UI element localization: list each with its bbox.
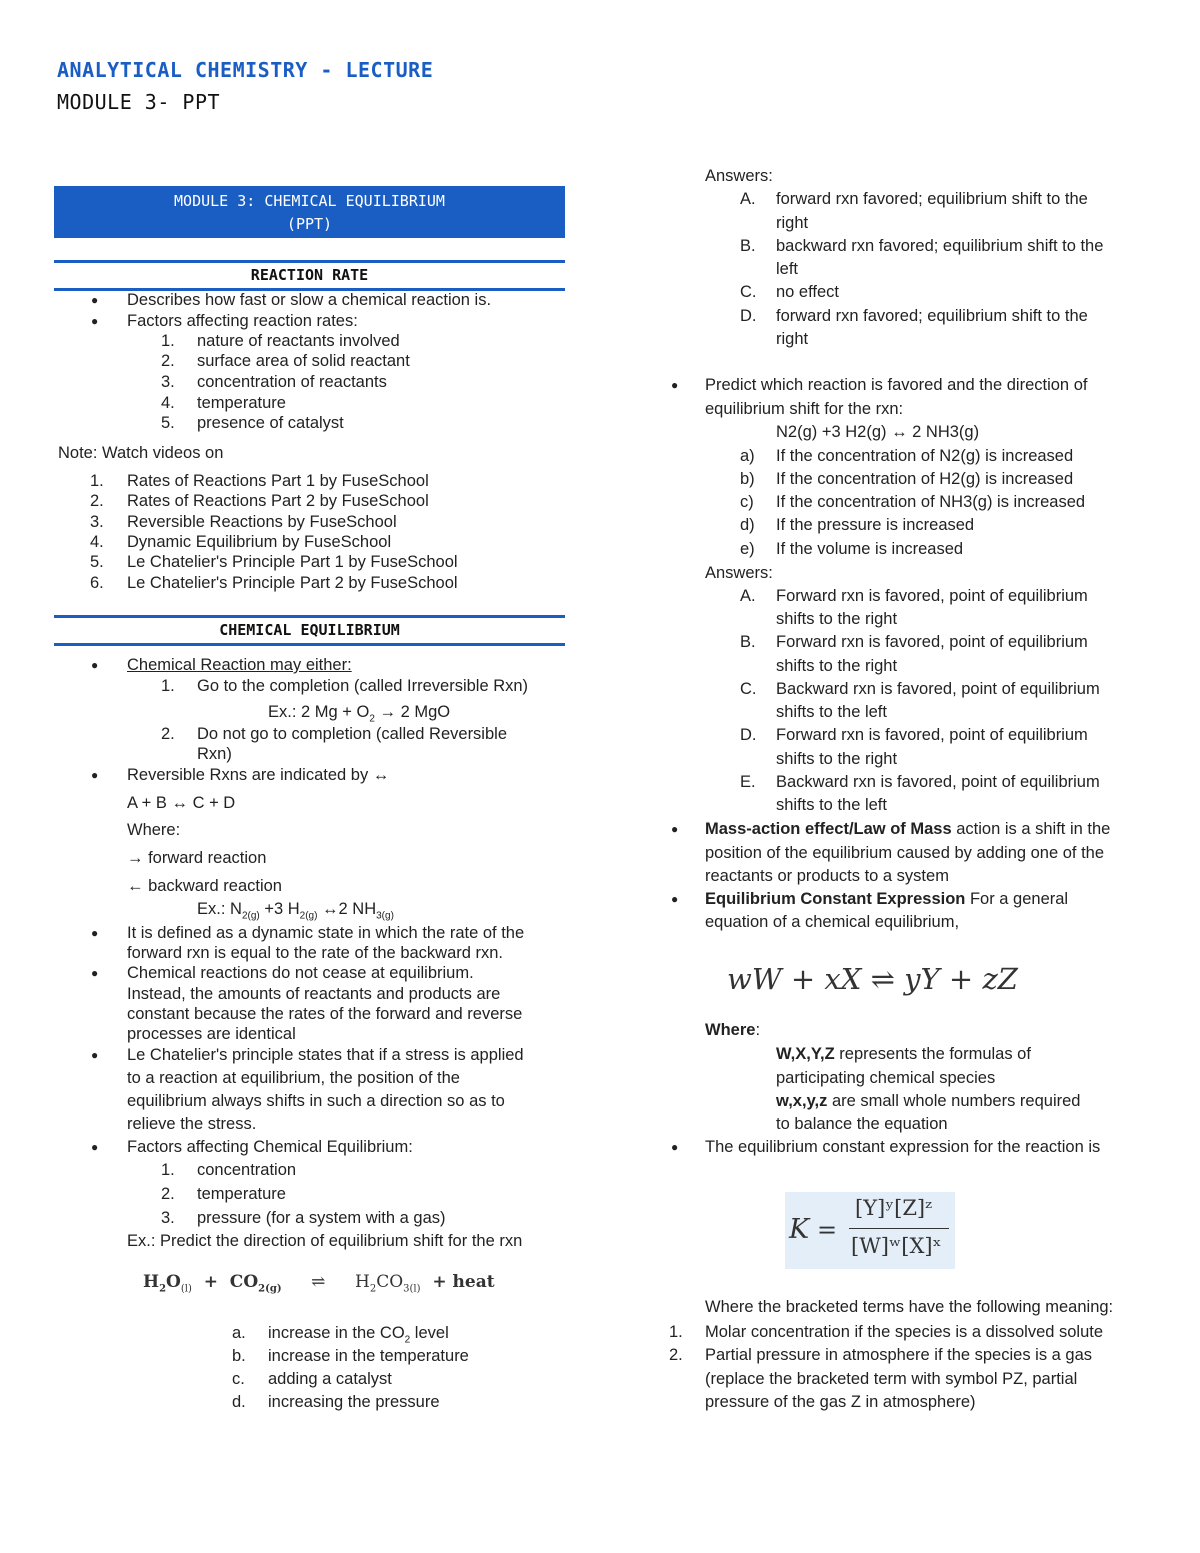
- bracket-meaning: Where the bracketed terms have the following meaning:: [705, 1298, 1114, 1316]
- bullet-icon: ●: [91, 926, 99, 940]
- list-number: 1.: [90, 472, 104, 490]
- list-number: 2.: [90, 492, 104, 510]
- chem-eq-bullet-5-line-2: to a reaction at equilibrium, the position of the: [127, 1069, 460, 1087]
- predict-question-b: increase in the temperature: [268, 1347, 469, 1365]
- chem-eq-bullet-4-line-2: Instead, the amounts of reactants and products are: [127, 985, 501, 1003]
- where-label-right: Where:: [705, 1021, 761, 1039]
- list-number: 5.: [90, 553, 104, 571]
- list-number: 2.: [161, 352, 175, 370]
- eq-factor-item: pressure (for a system with a gas): [197, 1209, 446, 1227]
- list-number: 3.: [161, 373, 175, 391]
- predict-question-d: increasing the pressure: [268, 1393, 440, 1411]
- bullet-icon: ●: [91, 1048, 99, 1062]
- document-title: ANALYTICAL CHEMISTRY - LECTURE: [57, 58, 434, 82]
- bullet-icon: ●: [91, 658, 99, 672]
- equals-sign: =: [817, 1216, 838, 1244]
- list-letter: c.: [232, 1370, 245, 1388]
- mass-action-line-1: Mass-action effect/Law of Mass action is a shift in the: [705, 820, 1111, 838]
- list-number: 4.: [161, 394, 175, 412]
- eq-constant-line-1: Equilibrium Constant Expression For a general: [705, 890, 1069, 908]
- answer-line: forward rxn favored; equilibrium shift to the: [776, 190, 1088, 208]
- example-nh3-reaction: Ex.: $N_{2(g)} +3$ $H_{2(g)}$ ↔2 $NH_{3(g)}$: [197, 900, 394, 922]
- answer-line: right: [776, 214, 809, 232]
- ammonia-reaction: N2(g) +3 H2(g) ↔ 2 NH3(g): [776, 423, 980, 441]
- list-number: 1.: [161, 677, 175, 695]
- chem-eq-bullet-2: Reversible Rxns are indicated by ↔: [127, 766, 390, 784]
- module-banner: [54, 186, 565, 238]
- list-letter: b): [740, 470, 755, 488]
- mass-action-line-2: position of the equilibrium caused by adding one of the: [705, 844, 1105, 862]
- answers-label-2: Answers:: [705, 564, 773, 582]
- where-label: Where:: [127, 821, 181, 839]
- list-letter: B.: [740, 237, 756, 255]
- answer-line: left: [776, 260, 799, 278]
- rate-factor-item: concentration of reactants: [197, 373, 387, 391]
- list-number: 1.: [161, 332, 175, 350]
- video-item: Dynamic Equilibrium by FuseSchool: [127, 533, 392, 551]
- list-letter: D.: [740, 307, 757, 325]
- list-number: 5.: [161, 414, 175, 432]
- wxyz-line-1: W,X,Y,Z represents the formulas of: [776, 1045, 1031, 1063]
- example-predict-label: Ex.: Predict the direction of equilibrium shift for the rxn: [127, 1232, 523, 1250]
- answer-line: shifts to the right: [776, 610, 898, 628]
- chem-eq-bullet-5-line-3: equilibrium always shifts in such a direction so as to: [127, 1092, 505, 1110]
- predict-line-2: equilibrium shift for the rxn:: [705, 400, 904, 418]
- bullet-icon: ●: [671, 822, 679, 836]
- rate-factor-item: temperature: [197, 394, 286, 412]
- answer-line: shifts to the left: [776, 703, 887, 721]
- list-letter: E.: [740, 773, 756, 791]
- video-item: Rates of Reactions Part 1 by FuseSchool: [127, 472, 429, 490]
- bullet-icon: ●: [91, 314, 99, 328]
- eq-constant-line-2: equation of a chemical equilibrium,: [705, 913, 960, 931]
- answer-line: no effect: [776, 283, 839, 301]
- chem-eq-item-2-line-2: Rxn): [197, 745, 232, 763]
- forward-reaction-label: → forward reaction: [127, 849, 267, 867]
- chem-eq-bullet-4-line-4: processes are identical: [127, 1025, 296, 1043]
- chem-eq-bullet-4-line-3: constant because the rates of the forward and reverse: [127, 1005, 523, 1023]
- list-letter: C.: [740, 283, 757, 301]
- meaning-item-1: Molar concentration if the species is a dissolved solute: [705, 1323, 1104, 1341]
- wxyz-lower-line-2: to balance the equation: [776, 1115, 948, 1133]
- video-item: Reversible Reactions by FuseSchool: [127, 513, 397, 531]
- question-item: If the pressure is increased: [776, 516, 975, 534]
- chem-eq-bullet-1: Chemical Reaction may either:: [127, 656, 352, 674]
- list-number: 2.: [669, 1346, 683, 1364]
- reaction-rate-bullet-2: Factors affecting reaction rates:: [127, 312, 358, 330]
- chem-eq-item-1: Go to the completion (called Irreversible Rxn): [197, 677, 529, 695]
- list-number: 3.: [161, 1209, 175, 1227]
- answer-line: backward rxn favored; equilibrium shift to the: [776, 237, 1104, 255]
- list-number: 1.: [669, 1323, 683, 1341]
- predict-question-c: adding a catalyst: [268, 1370, 392, 1388]
- carbonic-acid-reaction: $H_2O_{(l)} + CO_{2(g)}$ ⇌ $H_2CO_{3(l)}$ + heat: [143, 1272, 495, 1295]
- eq-factor-item: concentration: [197, 1161, 297, 1179]
- question-item: If the concentration of NH3(g) is increased: [776, 493, 1086, 511]
- bullet-icon: ●: [671, 892, 679, 906]
- list-number: 1.: [161, 1161, 175, 1179]
- answer-line: forward rxn favored; equilibrium shift to the: [776, 307, 1088, 325]
- document-subtitle: MODULE 3- PPT: [57, 90, 221, 114]
- list-number: 4.: [90, 533, 104, 551]
- chem-eq-bullet-5-line-4: relieve the stress.: [127, 1115, 257, 1133]
- rate-factor-item: presence of catalyst: [197, 414, 344, 432]
- abcd-reaction: A + B ↔ C + D: [127, 794, 236, 812]
- list-letter: D.: [740, 726, 757, 744]
- list-letter: B.: [740, 633, 756, 651]
- list-letter: c): [740, 493, 754, 511]
- fraction-bar: [849, 1228, 949, 1229]
- question-item: If the concentration of H2(g) is increased: [776, 470, 1074, 488]
- answer-line: shifts to the right: [776, 750, 898, 768]
- bullet-icon: ●: [671, 378, 679, 392]
- answer-line: Forward rxn is favored, point of equilibrium: [776, 633, 1088, 651]
- bullet-icon: ●: [91, 1140, 99, 1154]
- bullet-icon: ●: [671, 1140, 679, 1154]
- list-letter: C.: [740, 680, 757, 698]
- list-letter: a): [740, 447, 755, 465]
- list-letter: d.: [232, 1393, 246, 1411]
- answer-line: Backward rxn is favored, point of equilibrium: [776, 680, 1100, 698]
- bullet-icon: ●: [91, 293, 99, 307]
- example-mg-reaction: Ex.: 2 $Mg + O_2 \to 2$ MgO: [268, 703, 451, 725]
- list-letter: a.: [232, 1324, 246, 1342]
- predict-question-a: increase in the $CO_2$ level: [268, 1324, 449, 1346]
- chem-eq-bullet-3-line-1: It is defined as a dynamic state in which the rate of the: [127, 924, 525, 942]
- section-heading-chemical-equilibrium: CHEMICAL EQUILIBRIUM: [54, 615, 565, 646]
- reaction-rate-bullet-1: Describes how fast or slow a chemical reaction is.: [127, 291, 492, 309]
- video-item: Rates of Reactions Part 2 by FuseSchool: [127, 492, 429, 510]
- question-item: If the volume is increased: [776, 540, 964, 558]
- list-number: 2.: [161, 725, 175, 743]
- chem-eq-bullet-6: Factors affecting Chemical Equilibrium:: [127, 1138, 413, 1156]
- meaning-item-2-line-1: Partial pressure in atmosphere if the species is a gas: [705, 1346, 1093, 1364]
- eq-factor-item: temperature: [197, 1185, 286, 1203]
- list-letter: d): [740, 516, 755, 534]
- question-item: If the concentration of N2(g) is increased: [776, 447, 1074, 465]
- list-letter: e): [740, 540, 755, 558]
- rate-factor-item: nature of reactants involved: [197, 332, 400, 350]
- backward-reaction-label: ← backward reaction: [127, 877, 282, 895]
- banner-line-1: MODULE 3: CHEMICAL EQUILIBRIUM: [174, 192, 445, 210]
- answer-line: shifts to the right: [776, 657, 898, 675]
- list-number: 2.: [161, 1185, 175, 1203]
- wxyz-lower-line-1: w,x,y,z are small whole numbers required: [776, 1092, 1081, 1110]
- chem-eq-item-2-line-1: Do not go to completion (called Reversible: [197, 725, 507, 743]
- wxyz-line-2: participating chemical species: [776, 1069, 996, 1087]
- k-denominator: [W]ʷ[X]ˣ: [851, 1234, 942, 1258]
- answer-line: Backward rxn is favored, point of equilibrium: [776, 773, 1100, 791]
- k-numerator: [Y]ʸ[Z]ᶻ: [855, 1196, 933, 1220]
- bullet-icon: ●: [91, 768, 99, 782]
- equilibrium-constant-formula: [785, 1192, 955, 1269]
- chem-eq-bullet-3-line-2: forward rxn is equal to the rate of the backward rxn.: [127, 944, 504, 962]
- list-letter: A.: [740, 587, 756, 605]
- general-equilibrium-equation: wW + xX ⇌ yY + zZ: [727, 962, 1018, 996]
- video-item: Le Chatelier's Principle Part 1 by FuseSchool: [127, 553, 458, 571]
- rate-factor-item: surface area of solid reactant: [197, 352, 410, 370]
- list-number: 6.: [90, 574, 104, 592]
- chem-eq-bullet-5-line-1: Le Chatelier's principle states that if a stress is applied: [127, 1046, 524, 1064]
- predict-line-1: Predict which reaction is favored and the direction of: [705, 376, 1088, 394]
- answer-line: shifts to the left: [776, 796, 887, 814]
- answers-label: Answers:: [705, 167, 773, 185]
- list-letter: A.: [740, 190, 756, 208]
- list-number: 3.: [90, 513, 104, 531]
- k-expression-intro: The equilibrium constant expression for the reaction is: [705, 1138, 1101, 1156]
- answer-line: right: [776, 330, 809, 348]
- video-item: Le Chatelier's Principle Part 2 by FuseSchool: [127, 574, 458, 592]
- answer-line: Forward rxn is favored, point of equilibrium: [776, 587, 1088, 605]
- meaning-item-2-line-2: (replace the bracketed term with symbol PZ, partial: [705, 1370, 1078, 1388]
- meaning-item-2-line-3: pressure of the gas Z in atmosphere): [705, 1393, 976, 1411]
- chem-eq-bullet-4-line-1: Chemical reactions do not cease at equilibrium.: [127, 964, 474, 982]
- answer-line: Forward rxn is favored, point of equilibrium: [776, 726, 1088, 744]
- k-symbol: K: [789, 1214, 810, 1245]
- note-label: Note: Watch videos on: [58, 444, 224, 462]
- list-letter: b.: [232, 1347, 246, 1365]
- mass-action-line-3: reactants or products to a system: [705, 867, 949, 885]
- section-heading-reaction-rate: REACTION RATE: [54, 260, 565, 291]
- banner-line-2: (PPT): [286, 215, 333, 233]
- bullet-icon: ●: [91, 966, 99, 980]
